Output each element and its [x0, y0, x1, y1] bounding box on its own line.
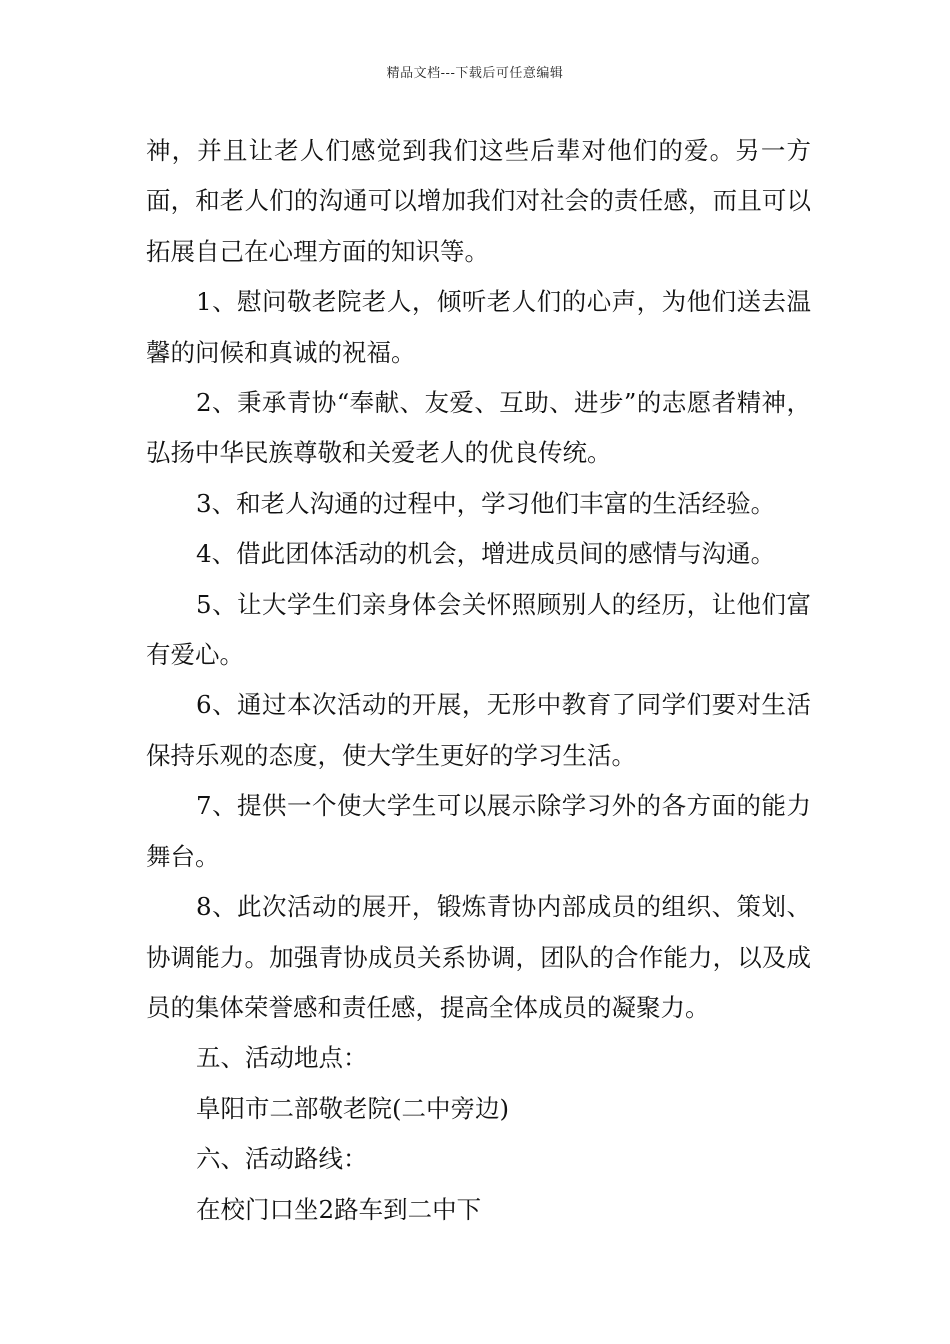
section-heading-location: 五、活动地点： [196, 1043, 368, 1073]
page-header: 精品文档---下载后可任意编辑 [386, 66, 564, 81]
section-heading-route: 六、活动路线： [196, 1144, 368, 1174]
route-text: 在校门口坐2路车到二中下 [196, 1194, 482, 1224]
paragraph-item-7: 7、提供一个使大学生可以展示除学习外的各方面的能力舞台。 [146, 791, 811, 871]
paragraph-item-5: 5、让大学生们亲身体会关怀照顾别人的经历，让他们富有爱心。 [146, 589, 811, 670]
paragraph-item-2: 2、秉承青协“奉献、友爱、互助、进步”的志愿者精神，弘扬中华民族尊敬和关爱老人的优良传统。 [146, 388, 811, 468]
paragraph-item-8: 8、此次活动的展开，锻炼青协内部成员的组织、策划、协调能力。加强青协成员关系协调，团队的合作能力，以及成员的集体荣誉感和责任感，提高全体成员的凝聚力。 [146, 892, 811, 1022]
paragraph-item-3: 3、和老人沟通的过程中，学习他们丰富的生活经验。 [196, 488, 776, 518]
paragraph-item-6: 6、通过本次活动的开展，无形中教育了同学们要对生活保持乐观的态度，使大学生更好的学习生活。 [146, 690, 811, 770]
paragraph-item-4: 4、借此团体活动的机会，增进成员间的感情与沟通。 [196, 539, 776, 569]
paragraph-item-1: 1、慰问敬老院老人，倾听老人们的心声，为他们送去温馨的问候和真诚的祝福。 [146, 287, 811, 367]
paragraph-continuation: 神，并且让老人们感觉到我们这些后辈对他们的爱。另一方面，和老人们的沟通可以增加我们对社会的责任感，而且可以拓展自己在心理方面的知识等。 [146, 136, 811, 266]
location-text: 阜阳市二部敬老院(二中旁边) [196, 1093, 510, 1123]
document-body [146, 126, 811, 1235]
